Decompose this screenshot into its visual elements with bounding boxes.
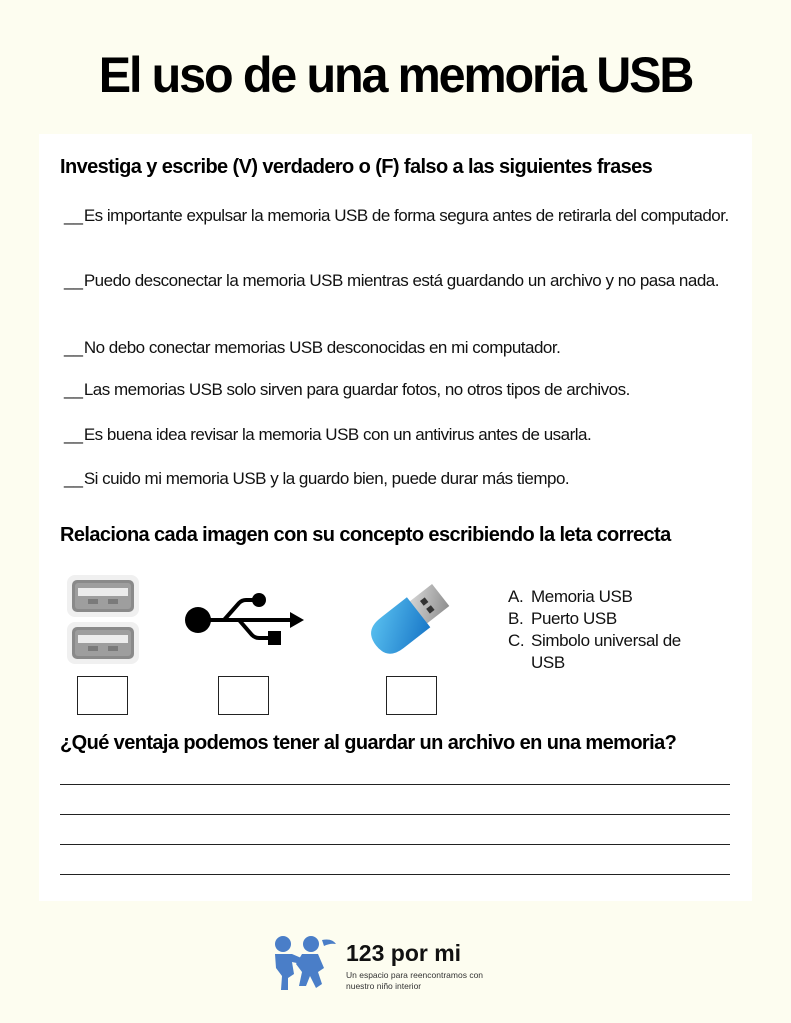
brand-name: 123 por mi bbox=[346, 940, 462, 966]
option-text: Simbolo universal de USB bbox=[531, 631, 681, 672]
usb-flash-drive-icon bbox=[361, 572, 461, 672]
statement-text: No debo conectar memorias USB desconocidas en mi computador. bbox=[83, 338, 561, 357]
option-letter: C. bbox=[508, 631, 525, 650]
option-a bbox=[508, 586, 711, 608]
answer-box-3[interactable] bbox=[386, 676, 437, 715]
statement-text: Puedo desconectar la memoria USB mientras está guardando un archivo y no pasa nada. bbox=[83, 271, 719, 290]
section2-heading: Relaciona cada imagen con su concepto escribiendo la leta correcta bbox=[60, 524, 671, 546]
options-list bbox=[508, 586, 711, 674]
answer-box-1[interactable] bbox=[77, 676, 128, 715]
brand-tagline: Un espacio para reencontramos con nuestro niño interior bbox=[346, 970, 484, 991]
answer-line-3[interactable] bbox=[60, 844, 730, 845]
statement-6 bbox=[64, 468, 734, 490]
statement-text: Es buena idea revisar la memoria USB con un antivirus antes de usarla. bbox=[83, 425, 592, 444]
option-text: Puerto USB bbox=[531, 609, 617, 628]
answer-blank[interactable]: __ bbox=[64, 425, 83, 444]
answer-blank[interactable]: __ bbox=[64, 380, 83, 399]
statement-5 bbox=[64, 424, 734, 446]
answer-box-2[interactable] bbox=[218, 676, 269, 715]
answer-blank[interactable]: __ bbox=[64, 338, 83, 357]
statement-3 bbox=[64, 337, 734, 359]
answer-line-4[interactable] bbox=[60, 874, 730, 875]
statement-1 bbox=[64, 205, 734, 227]
statement-2 bbox=[64, 270, 734, 292]
kids-logo-icon bbox=[272, 934, 338, 992]
statement-text: Las memorias USB solo sirven para guardar fotos, no otros tipos de archivos. bbox=[83, 380, 630, 399]
usb-symbol-icon bbox=[184, 589, 309, 649]
statement-text: Es importante expulsar la memoria USB de forma segura antes de retirarla del computador. bbox=[83, 206, 729, 225]
section3-heading: ¿Qué ventaja podemos tener al guardar un archivo en una memoria? bbox=[60, 732, 677, 754]
page-title: El uso de una memoria USB bbox=[98, 47, 693, 103]
option-b bbox=[508, 608, 711, 630]
option-letter: B. bbox=[508, 609, 524, 628]
section1-heading: Investiga y escribe (V) verdadero o (F) falso a las siguientes frases bbox=[60, 156, 653, 178]
answer-blank[interactable]: __ bbox=[64, 469, 83, 488]
answer-blank[interactable]: __ bbox=[64, 271, 83, 290]
answer-blank[interactable]: __ bbox=[64, 206, 83, 225]
answer-line-1[interactable] bbox=[60, 784, 730, 785]
statement-4 bbox=[64, 379, 734, 401]
option-text: Memoria USB bbox=[531, 587, 633, 606]
usb-port-icon bbox=[66, 574, 142, 666]
answer-line-2[interactable] bbox=[60, 814, 730, 815]
option-letter: A. bbox=[508, 587, 524, 606]
option-c bbox=[508, 630, 711, 674]
worksheet-card bbox=[39, 134, 752, 901]
footer-logo bbox=[272, 932, 522, 996]
statement-text: Si cuido mi memoria USB y la guardo bien, puede durar más tiempo. bbox=[83, 469, 570, 488]
